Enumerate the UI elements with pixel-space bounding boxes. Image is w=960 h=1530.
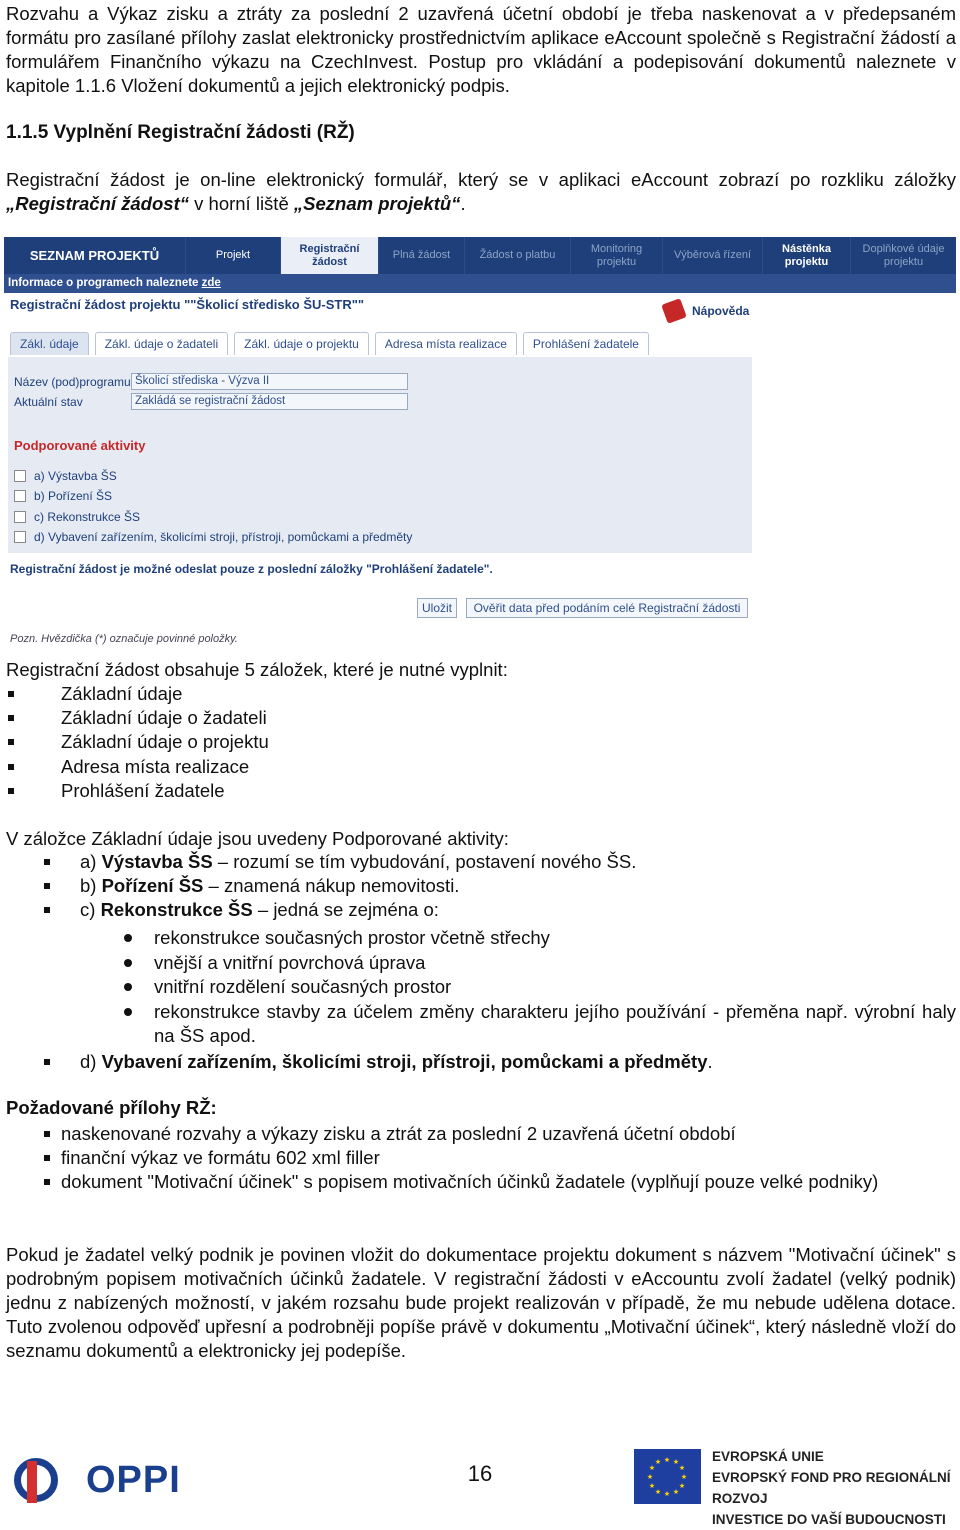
nav-seznam-projektu[interactable]: SEZNAM PROJEKTŮ: [4, 237, 186, 274]
list-item: naskenované rozvahy a výkazy zisku a ztrát za poslední 2 uzavřená účetní období: [6, 1122, 956, 1146]
list-item: vnější a vnitřní povrchová úprava: [6, 951, 956, 976]
activity-c[interactable]: c) Rekonstrukce ŠS: [14, 510, 140, 524]
activity-item-a: a) Výstavba ŠS – rozumí se tím vybudování, postavení nového ŠS.: [6, 850, 956, 874]
list-item: Adresa místa realizace: [6, 755, 269, 779]
svg-text:★: ★: [678, 1464, 686, 1472]
final-paragraph: Pokud je žadatel velký podnik je povinen vložit do dokumentace projektu dokument s názvem "Motivační účinek" s podrobným popisem motivačních účinků žadatele. V registrační žádosti v eAccountu zvolí žadatel (velký podnik) jednu z nabízených možností, v jakém rozsahu bude projekt realizován v případě, že mu nebude udělena dotace. Tuto zvolenou odpověď upřesní a podrobněji popíše právě v dokumentu „Motivační účinek“, který následně vloží do seznamu dokumentů a elektronicky jej podepíše.: [6, 1244, 956, 1361]
activities-title: Podporované aktivity: [14, 438, 146, 453]
save-button[interactable]: Uložit: [417, 598, 457, 618]
nav-registracni-zadost[interactable]: Registrační žádost: [281, 237, 379, 274]
section-intro: Registrační žádost je on-line elektronický formulář, který se v aplikaci eAccount zobrazí po rozkliku záložky „Registrační žádost“ v horní liště „Seznam projektů“.: [6, 169, 956, 214]
list-item: Základní údaje o žadateli: [6, 706, 269, 730]
link-registracni-zadost: „Registrační žádost“: [6, 193, 189, 214]
info-link[interactable]: zde: [201, 277, 221, 289]
list-item: vnitřní rozdělení současných prostor: [6, 975, 956, 1000]
tab-zakl-udaje-zadatel[interactable]: Zákl. údaje o žadateli: [95, 332, 228, 355]
svg-text:★: ★: [672, 1458, 680, 1466]
svg-text:★: ★: [654, 1458, 662, 1466]
eu-line: INVESTICE DO VAŠÍ BUDOUCNOSTI: [712, 1512, 946, 1527]
link-seznam-projektu: „Seznam projektů“: [293, 193, 461, 214]
tab-adresa[interactable]: Adresa místa realizace: [375, 332, 517, 355]
svg-text:★: ★: [678, 1482, 686, 1490]
svg-text:★: ★: [648, 1464, 656, 1472]
list-item: dokument "Motivační účinek" s popisem motivačních účinků žadatele (vyplňují pouze velké podniky): [6, 1170, 956, 1194]
tab-zakl-udaje[interactable]: Zákl. údaje: [10, 332, 89, 355]
activity-item-d: d) Vybavení zařízením, školicími stroji, přístroji, pomůckami a předměty.: [6, 1050, 956, 1074]
page-number: 16: [467, 1461, 493, 1486]
info-bar: Informace o programech naleznete zde: [4, 274, 956, 293]
eu-line: EVROPSKÝ FOND PRO REGIONÁLNÍ ROZVOJ: [712, 1470, 951, 1506]
svg-text:★: ★: [663, 1490, 671, 1498]
intro-paragraph: Rozvahu a Výkaz zisku a ztráty za poslední 2 uzavřená účetní období je třeba naskenovat a v předepsaném formátu pro zasílané přílohy zaslat elektronicky prostřednictvím aplikace eAccount společně s Registrační žádostí a formulářem Finančního výkazu na CzechInvest. Postup pro vkládání a podepisování dokumentů naleznete v kapitole 1.1.6 Vložení dokumentů a jejich elektronický podpis.: [6, 3, 956, 96]
attachments-heading: Požadované přílohy RŽ:: [6, 1097, 217, 1118]
tabs-intro: Registrační žádost obsahuje 5 záložek, které je nutné vyplnit:: [6, 659, 508, 680]
svg-text:★: ★: [680, 1473, 688, 1481]
svg-text:★: ★: [648, 1482, 656, 1490]
checkbox[interactable]: [14, 511, 26, 523]
list-item: finanční výkaz ve formátu 602 xml filler: [6, 1146, 956, 1170]
tabs-list: [6, 682, 269, 803]
activities-list-d: [6, 1050, 956, 1074]
eu-text: [712, 1446, 960, 1530]
form-tabs: [10, 332, 655, 355]
label-status: Aktuální stav: [14, 395, 83, 409]
activity-a[interactable]: a) Výstavba ŠS: [14, 469, 117, 483]
field-program[interactable]: Školicí střediska - Výzva II: [131, 373, 408, 390]
submit-warning: Registrační žádost je možné odeslat pouze z poslední záložky "Prohlášení žadatele".: [10, 562, 493, 576]
help-link[interactable]: Nápověda: [664, 301, 749, 321]
eaccount-screenshot: [4, 237, 956, 649]
field-status[interactable]: Zakládá se registrační žádost: [131, 393, 408, 410]
section-heading: 1.1.5 Vyplnění Registrační žádosti (RŽ): [6, 122, 355, 143]
nav-vyberova-rizeni[interactable]: Výběrová řízení: [663, 237, 763, 274]
eu-line: EVROPSKÁ UNIE: [712, 1449, 824, 1464]
activity-d[interactable]: d) Vybavení zařízením, školicími stroji, přístroji, pomůckami a předměty: [14, 530, 412, 544]
svg-text:★: ★: [672, 1488, 680, 1496]
book-icon: [661, 298, 687, 324]
svg-text:★: ★: [654, 1488, 662, 1496]
nav-nastenka-projektu[interactable]: Nástěnka projektu: [763, 237, 851, 274]
form-panel: [8, 357, 752, 553]
activities-list: [6, 850, 956, 923]
nav-projekt[interactable]: Projekt: [186, 237, 281, 274]
list-item: Základní údaje o projektu: [6, 730, 269, 754]
reconstruction-sublist: [6, 926, 956, 1049]
list-item: rekonstrukce stavby za účelem změny charakteru jejího používání - přeměna např. výrobní haly na ŠS apod.: [6, 1000, 956, 1049]
checkbox[interactable]: [14, 490, 26, 502]
top-navigation: [4, 237, 956, 274]
nav-plna-zadost[interactable]: Plná žádost: [379, 237, 465, 274]
nav-monitoring-projektu[interactable]: Monitoring projektu: [571, 237, 663, 274]
oppi-logo: OPPI: [14, 1458, 181, 1502]
activity-b[interactable]: b) Pořízení ŠS: [14, 489, 112, 503]
form-title: Registrační žádost projektu ""Školicí středisko ŠU-STR"": [10, 297, 365, 312]
list-item: rekonstrukce současných prostor včetně střechy: [6, 926, 956, 951]
required-note: Pozn. Hvězdička (*) označuje povinné položky.: [10, 633, 238, 645]
tab-zakl-udaje-projekt[interactable]: Zákl. údaje o projektu: [234, 332, 369, 355]
svg-text:★: ★: [663, 1456, 671, 1464]
tab-prohlaseni[interactable]: Prohlášení žadatele: [523, 332, 649, 355]
attachments-list: [6, 1122, 956, 1195]
nav-doplnkove-udaje[interactable]: Doplňkové údaje projektu: [862, 242, 945, 268]
checkbox[interactable]: [14, 470, 26, 482]
activity-item-b: b) Pořízení ŠS – znamená nákup nemovitosti.: [6, 874, 956, 898]
label-program: Název (pod)programu: [14, 375, 131, 389]
eu-flag-icon: [634, 1449, 701, 1504]
activity-item-c: c) Rekonstrukce ŠS – jedná se zejména o:: [6, 898, 956, 922]
list-item: Základní údaje: [6, 682, 269, 706]
verify-button[interactable]: Ověřit data před podáním celé Registrační žádosti: [466, 598, 748, 618]
list-item: Prohlášení žadatele: [6, 779, 269, 803]
nav-zadost-o-platbu[interactable]: Žádost o platbu: [465, 237, 571, 274]
checkbox[interactable]: [14, 531, 26, 543]
activities-intro: V záložce Základní údaje jsou uvedeny Podporované aktivity:: [6, 828, 509, 849]
svg-text:★: ★: [646, 1473, 654, 1481]
